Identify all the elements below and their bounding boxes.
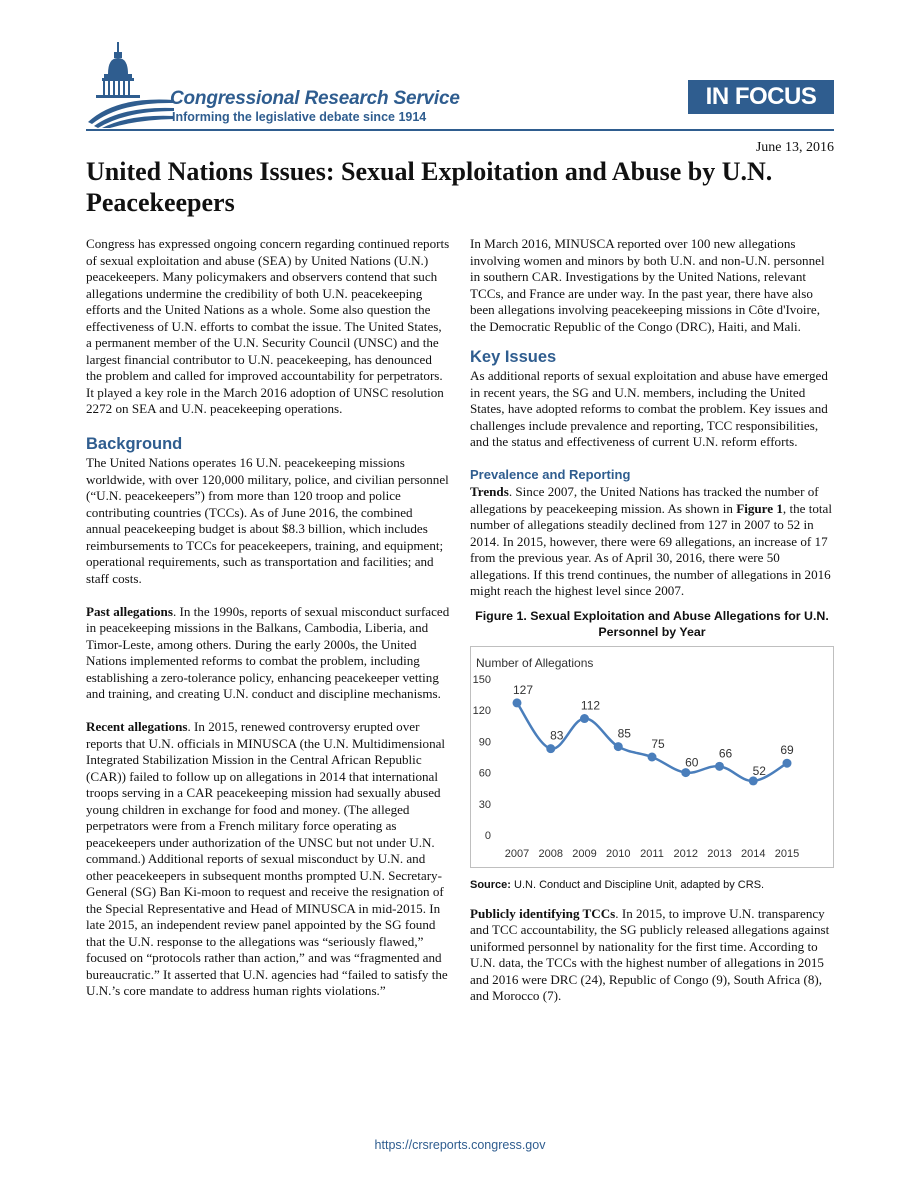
figure-source (470, 878, 834, 892)
chart-svg (471, 647, 833, 867)
left-column (86, 236, 450, 1000)
data-point (648, 752, 657, 761)
data-label: 60 (685, 755, 699, 770)
trends-label: Trends (470, 484, 509, 499)
y-tick-label: 120 (472, 704, 491, 717)
recent-allegations-text: . In 2015, renewed controversy erupted over reports that U.N. officials in MINUSCA (the U.N. Multidimensional Integrated Stabilization Mission in the Central African Republic (CAR)) failed to follow up on allegations in 2014 that international troops serving in a CAR peacekeeping mission had sexually abused young children in exchange for food and money. (The alleged perpetrators were from a French military force operating as peacekeepers under authorization of the UNSC but not under U.N. command.) Additional reports of sexual misconduct by U.N. and other peacekeepers in subsequent months prompted U.N. Secretary-General (SG) Ban Ki-moon to request and receive the resignation of the Special Representative and Head of MINUSCA in mid-2015. In late 2015, an independent review panel appointed by the SG found that the U.N. response to the allegations was “seriously flawed,” focused on “protocols rather than action,” and was “fragmented and bureaucratic.” It asserted that U.N. agencies had “failed to satisfy the U.N.’s core mandate to address human rights violations.” (86, 719, 448, 998)
publication-date: June 13, 2016 (755, 140, 834, 155)
source-label: Source: (470, 878, 511, 891)
publicly-identifying-text: . In 2015, to improve U.N. transparency and TCC accountability, the SG publicly released allegations against uniformed personnel by nationality for the first time. According to U.N. data, the TCCs with the highest number of allegations in 2015 and 2016 were DRC (24), Republic of Congo (9), South Africa (8), and Morocco (7). (470, 905, 830, 1003)
org-name: Congressional Research Service (170, 88, 460, 109)
in-focus-badge: IN FOCUS (688, 80, 834, 114)
x-tick-label: 2010 (606, 847, 631, 860)
recent-allegations-paragraph (86, 719, 450, 1000)
publicly-identifying-paragraph (470, 906, 834, 1005)
data-point (715, 761, 724, 770)
x-tick-label: 2014 (741, 847, 766, 860)
x-tick-label: 2011 (640, 847, 664, 860)
document-title: United Nations Issues: Sexual Exploitation and Abuse by U.N. Peacekeepers (86, 157, 773, 217)
prevalence-heading: Prevalence and Reporting (470, 467, 631, 482)
data-label: 66 (718, 745, 733, 760)
y-tick-label: 150 (472, 673, 491, 686)
data-label: 69 (780, 742, 794, 757)
background-heading: Background (86, 435, 183, 453)
key-issues-heading: Key Issues (470, 348, 557, 366)
x-tick-label: 2012 (673, 847, 698, 860)
intro-paragraph: Congress has expressed ongoing concern regarding continued reports of sexual exploitation and abuse (SEA) by United Nations (U.N.) peacekeepers. Many policymakers and observers contend that such allegations undermine the credibility of both U.N. peacekeeping efforts and the United Nations as a whole. Some also question the effectiveness of U.N. efforts to combat the issue. The United States, a permanent member of the U.N. Security Council (UNSC) and the largest financial contributor to U.N. peacekeeping, has denounced the problem and called for improved accountability for perpetrators. It played a key role in the March 2016 adoption of UNSC resolution 2272 on SEA and U.N. peacekeeping operations. (86, 236, 450, 416)
header-rule (86, 129, 834, 131)
past-allegations-label: Past allegations (86, 603, 173, 619)
x-tick-label: 2015 (774, 847, 800, 860)
source-text: U.N. Conduct and Discipline Unit, adapted by CRS. (510, 878, 765, 891)
trends-paragraph (470, 484, 834, 600)
figure-reference: Figure 1 (736, 500, 783, 516)
data-label: 127 (512, 682, 534, 697)
data-label: 83 (550, 728, 564, 743)
x-tick-label: 2007 (504, 847, 530, 860)
data-point (580, 714, 589, 723)
org-tagline: Informing the legislative debate since 1914 (172, 110, 427, 124)
y-tick-label: 60 (478, 767, 491, 780)
y-axis-label: Number of Allegations (476, 655, 594, 670)
allegations-chart (470, 646, 834, 868)
data-label: 85 (617, 726, 631, 741)
background-paragraph: The United Nations operates 16 U.N. peacekeeping missions worldwide, with over 120,000 military, police, and civilian personnel (“U.N. peacekeepers”) from more than 120 troop and police contributing countries (TCCs). As of June 2016, the combined annual peacekeeping budget is about $8.3 billion, which includes reimbursements to TCCs for peacekeepers, training, and equipment; operational requirements, such as transportation and facilities; and staff costs. (86, 455, 449, 586)
data-label: 75 (651, 736, 665, 751)
trends-text-a: . Since 2007, the United Nations has tracked the number of allegations by peacekeeping mission. As shown in (470, 484, 819, 516)
x-tick-label: 2009 (572, 847, 597, 860)
footer-url[interactable]: https://crsreports.congress.gov (374, 1138, 546, 1152)
right-column (470, 236, 834, 1005)
data-point (546, 744, 555, 753)
minusca-paragraph: In March 2016, MINUSCA reported over 100 new allegations involving women and minors by both U.N. and non-U.N. personnel in southern CAR. Investigations by the United Nations, relevant TCCs, and France are under way. In the past year, there have also been allegations involving peacekeeping missions in Côte d'Ivoire, the Democratic Republic of the Congo (DRC), Haiti, and Mali. (470, 236, 825, 334)
x-tick-label: 2013 (707, 847, 732, 860)
capitol-dome-logo-icon (86, 42, 176, 128)
past-allegations-text: . In the 1990s, reports of sexual misconduct surfaced in peacekeeping missions in the Balkans, Cambodia, Liberia, and Timor-Leste, among others. During the early 2000s, the United Nations implemented reforms to combat the problem, including establishing a zero-tolerance policy, enhancing peacekeeper vetting and training, and creating U.N. conduct and discipline mechanisms. (86, 603, 450, 701)
data-point (783, 758, 792, 767)
data-label: 52 (752, 763, 766, 778)
y-tick-label: 0 (484, 829, 491, 842)
data-point (614, 742, 623, 751)
key-issues-paragraph: As additional reports of sexual exploitation and abuse have emerged in recent years, the SG and U.N. members, including the United States, have adopted reforms to combat the problem. Key issues and challenges include prevalence and reporting, TCC responsibilities, and the status and effectiveness of current U.N. reform efforts. (470, 368, 828, 449)
trends-text-b: , the total number of allegations steadily declined from 127 in 2007 to 52 in 2014. In 2015, however, there were 69 allegations, an increase of 17 from the previous year. As of April 30, 2016, there were 50 allegations. If this trend continues, the number of allegations in 2016 might reach the highest level since 2007. (470, 500, 832, 598)
data-point (513, 698, 522, 707)
y-tick-label: 30 (478, 798, 491, 811)
figure-caption: Figure 1. Sexual Exploitation and Abuse Allegations for U.N. Personnel by Year (475, 608, 829, 639)
publicly-identifying-label: Publicly identifying TCCs (470, 905, 616, 921)
x-tick-label: 2008 (538, 847, 563, 860)
y-tick-label: 90 (478, 735, 491, 748)
past-allegations-paragraph (86, 604, 450, 703)
data-label: 112 (580, 698, 601, 713)
recent-allegations-label: Recent allegations (86, 719, 188, 734)
